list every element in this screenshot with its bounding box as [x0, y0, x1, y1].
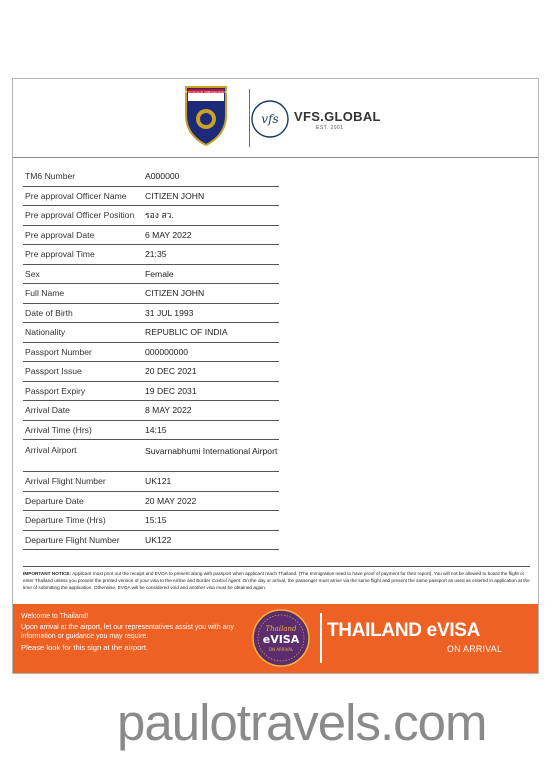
detail-value: UK122	[145, 534, 172, 545]
detail-label: Departure Date	[25, 495, 84, 506]
detail-value: A000000	[145, 171, 180, 182]
detail-value: 14:15	[145, 424, 167, 435]
detail-label: Passport Issue	[25, 366, 82, 377]
detail-value: 31 JUL 1993	[145, 307, 194, 318]
detail-value: REPUBLIC OF INDIA	[145, 327, 228, 338]
detail-value: 21:35	[145, 249, 167, 260]
evisa-banner	[13, 604, 538, 673]
detail-label: Arrival Time (Hrs)	[25, 424, 92, 435]
detail-value: 20 MAY 2022	[145, 495, 197, 506]
detail-row	[23, 167, 279, 187]
banner-subtitle: ON ARRIVAL	[447, 644, 503, 654]
detail-label: Passport Expiry	[25, 385, 86, 396]
badge-main: eVISA	[262, 633, 300, 646]
important-notice	[23, 566, 530, 591]
vfs-initials: vfs	[261, 112, 279, 126]
detail-value: 15:15	[145, 515, 167, 526]
detail-row	[23, 472, 279, 492]
detail-label: Pre approval Officer Name	[25, 190, 127, 201]
police-logo-text: ROYAL THAI POLICE IMMIGRATION BUREAU	[173, 90, 239, 94]
detail-row	[23, 421, 279, 441]
detail-value: CITIZEN JOHN	[145, 190, 205, 201]
banner-text	[21, 612, 251, 652]
detail-row	[23, 226, 279, 246]
detail-row	[23, 492, 279, 512]
banner-body: Upon arrival at the airport, let our representatives assist you with any information or guidance you may require.	[21, 623, 234, 640]
detail-row	[23, 284, 279, 304]
document-header	[13, 79, 538, 158]
watermark: paulotravels.com	[117, 694, 487, 751]
detail-label: Sex	[25, 268, 40, 279]
detail-label: Full Name	[25, 288, 65, 299]
vfs-global-est: EST. 2001	[316, 125, 344, 131]
banner-divider	[320, 613, 322, 663]
detail-row	[23, 511, 279, 531]
detail-value: 8 MAY 2022	[145, 405, 192, 416]
detail-row	[23, 304, 279, 324]
detail-row	[23, 382, 279, 402]
detail-label: Passport Number	[25, 346, 92, 357]
badge-sub: ON ARRIVAL	[268, 647, 294, 652]
detail-row	[23, 343, 279, 363]
detail-value: 19 DEC 2031	[145, 385, 197, 396]
detail-label: Nationality	[25, 327, 66, 338]
detail-row	[23, 531, 279, 551]
detail-row	[23, 362, 279, 382]
detail-row	[23, 323, 279, 343]
detail-label: Arrival Date	[25, 405, 70, 416]
detail-label: Departure Flight Number	[25, 534, 120, 545]
detail-value: UK121	[145, 476, 172, 487]
banner-welcome: Welcome to Thailand!	[21, 613, 89, 620]
detail-row	[23, 187, 279, 207]
detail-label: Date of Birth	[25, 307, 73, 318]
evoa-document	[12, 78, 539, 674]
detail-value: CITIZEN JOHN	[145, 288, 205, 299]
detail-value: Suvarnabhumi International Airport	[145, 446, 278, 456]
detail-value: รอง สว.	[145, 210, 174, 221]
detail-label: Arrival Airport	[25, 445, 77, 455]
evisa-badge-icon	[251, 608, 311, 668]
vfs-global-name: VFS.GLOBAL	[294, 109, 381, 124]
notice-text: Applicant must print out the receipt and EVOA to present along with passport when applicant reach Thailand. (The Immigration need to have proof of payment for their report). You will not be allowed to board the flight or enter Thailand unless you present the printed version of your visa to the Airline and Border Control Agent. On the day or arrival, the passenger must arrive via the same flight and present the same passport as used as entered in application at the time of submitting the application. Otherwise, EVOA will be considered void and another visa must be obtained again.	[23, 571, 530, 590]
detail-label: Pre approval Date	[25, 229, 95, 240]
detail-row	[23, 265, 279, 285]
detail-row	[23, 206, 279, 226]
detail-label: Departure Time (Hrs)	[25, 515, 106, 526]
detail-label: TM6 Number	[25, 171, 76, 182]
detail-row	[23, 440, 279, 472]
detail-value: 6 MAY 2022	[145, 229, 192, 240]
banner-title: THAILAND eVISA	[327, 620, 481, 641]
vfs-global-logo	[250, 99, 290, 139]
royal-thai-police-logo	[173, 85, 239, 147]
detail-label: Arrival Flight Number	[25, 476, 106, 487]
applicant-details-table	[23, 167, 279, 550]
detail-label: Pre approval Officer Position	[25, 210, 135, 221]
detail-value: Female	[145, 268, 174, 279]
detail-label: Pre approval Time	[25, 249, 95, 260]
detail-value: 000000000	[145, 346, 189, 357]
detail-row	[23, 401, 279, 421]
detail-value: 20 DEC 2021	[145, 366, 197, 377]
detail-row	[23, 245, 279, 265]
badge-script: Thailand	[265, 625, 297, 633]
notice-heading: IMPORTANT NOTICE:	[23, 571, 72, 576]
banner-look: Please look for this sign at the airport.	[21, 642, 149, 652]
